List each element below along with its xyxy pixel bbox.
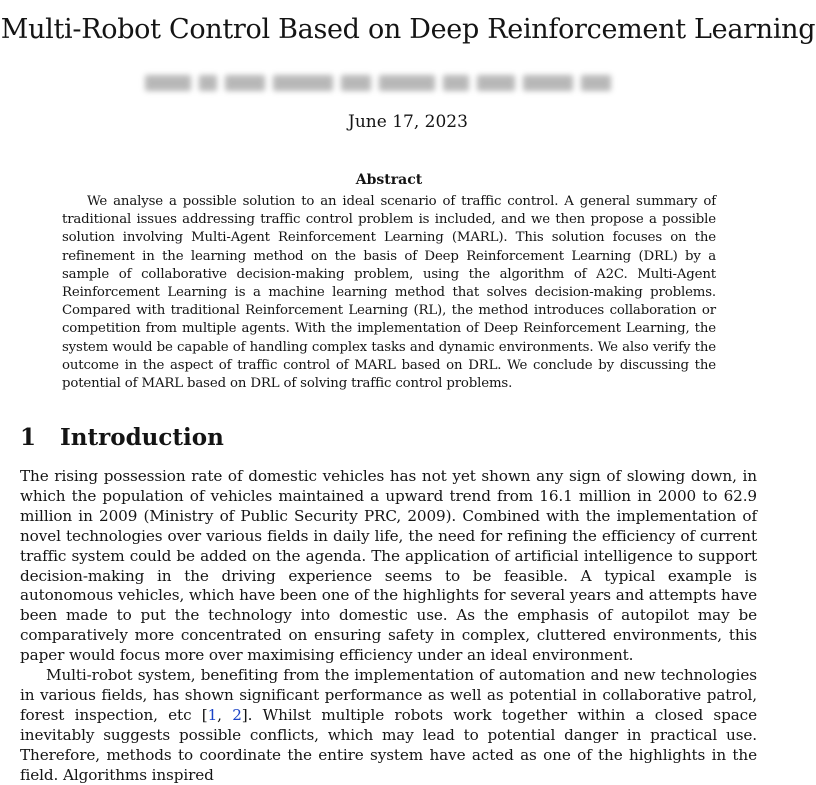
intro-paragraph-2 [20,666,757,785]
paragraph-text: ]. Whilst multiple robots work together within a closed space inevitably suggests possible conflicts, which may lead to potential danger in practical use. Therefore, methods to coordinate the entire system have acted as one of the highlights in the field. Algorithms inspired [20,705,757,784]
paragraph-text: Multi-robot system, benefiting from the implementation of automation and new technologies in various fields, has shown significant performance as well as potential in collaborative patrol, forest inspection, etc [ [20,666,757,724]
publication-date: June 17, 2023 [348,112,468,132]
citation-separator: , [217,705,233,724]
redacted-author-names [145,72,628,94]
citation-link[interactable]: 2 [232,705,242,724]
section-title: Introduction [60,424,224,451]
abstract-heading: Abstract [355,172,423,188]
citation-link[interactable]: 1 [207,705,218,724]
section-number: 1 [20,424,37,451]
section-heading [20,424,224,451]
abstract-text: We analyse a possible solution to an ideal scenario of traffic control. A general summary of traditional issues addressing traffic control problem is included, and we then propose a possible solution involving Multi-Agent Reinforcement Learning (MARL). This solution focuses on the refinement in the learning method on the basis of Deep Reinforcement Learning (DRL) by a sample of collaborative decision-making problem, using the algorithm of A2C. Multi-Agent Reinforcement Learning is a machine learning method that solves decision-making problems. Compared with traditional Reinforcement Learning (RL), the method introduces collaboration or competition from multiple agents. With the implementation of Deep Reinforcement Learning, the system would be capable of handling complex tasks and dynamic environments. We also verify the outcome in the aspect of traffic control of MARL based on DRL. We conclude by discussing the potential of MARL based on DRL of solving traffic control problems. [62,194,716,392]
intro-paragraph-1: The rising possession rate of domestic vehicles has not yet shown any sign of slowing down, in which the population of vehicles maintained a upward trend from 16.1 million in 2000 to 62.9 million in 2009 (Ministry of Public Security PRC, 2009). Combined with the implementation of novel technologies over various fields in daily life, the need for refining the efficiency of current traffic system could be added on the agenda. The application of artificial intelligence to support decision-making in the driving experience seems to be feasible. A typical example is autonomous vehicles, which have been one of the highlights for several years and attempts have been made to put the technology into domestic use. As the emphasis of autopilot may be comparatively more concentrated on ensuring safety in complex, cluttered environments, this paper would focus more over maximising efficiency under an ideal environment. [20,467,757,665]
paper-title: Multi-Robot Control Based on Deep Reinforcement Learning [0,14,816,45]
